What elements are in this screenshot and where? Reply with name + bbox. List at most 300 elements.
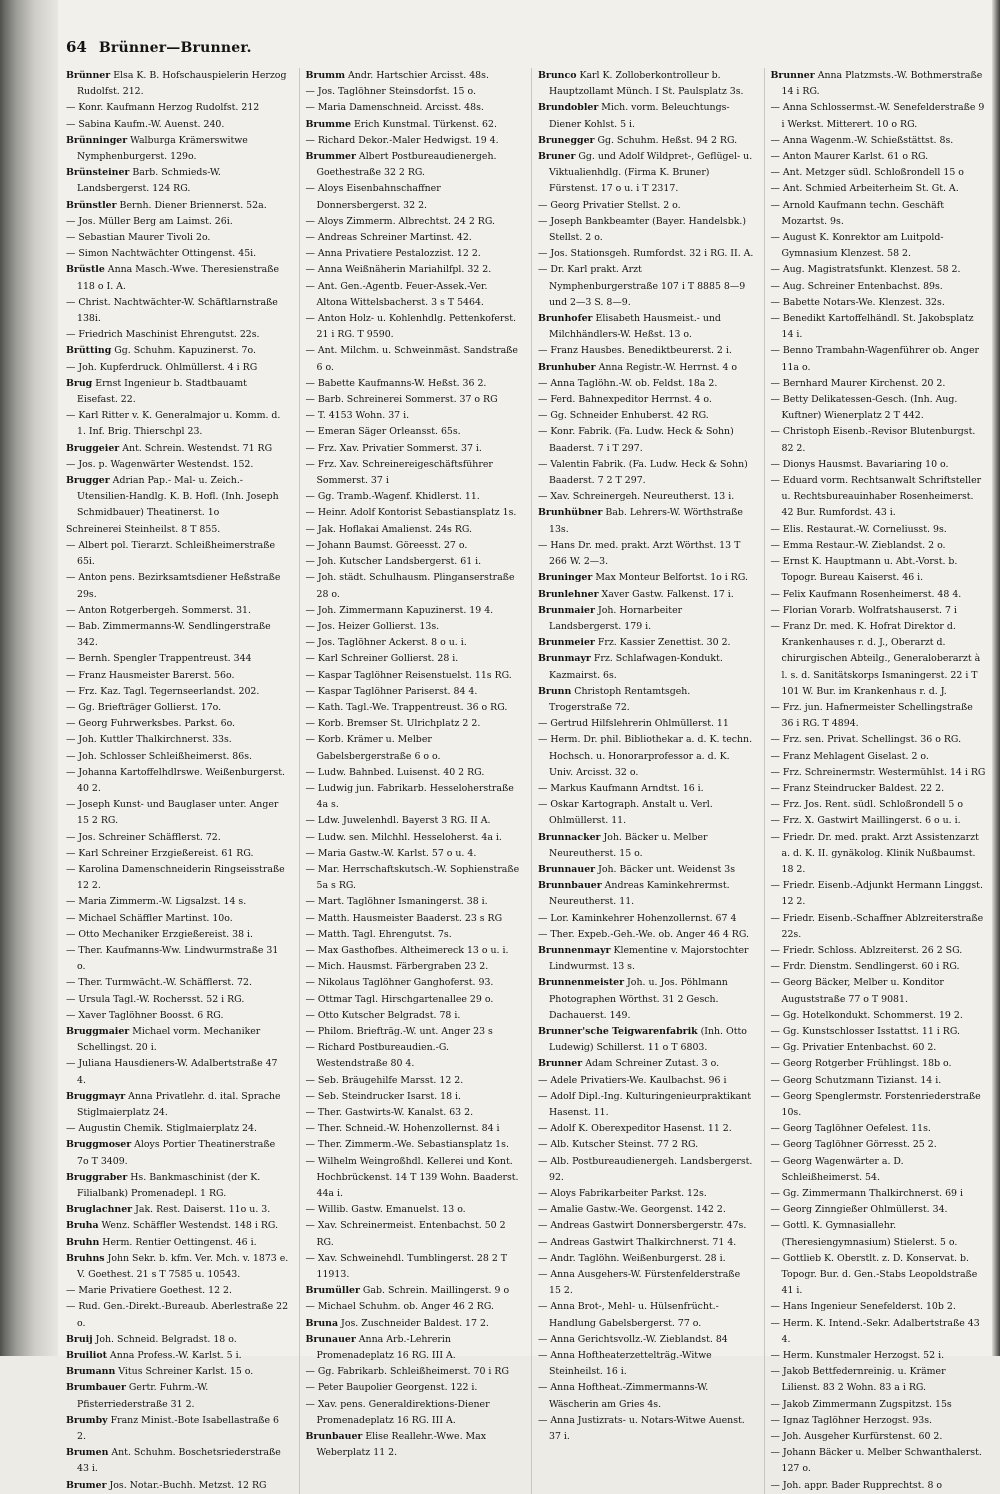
entry-text: — Korb. Krämer u. Melber Gabelsbergerstraße 6 o o.	[305, 734, 441, 762]
directory-entry	[306, 603, 522, 619]
directory-entry	[306, 1380, 522, 1396]
directory-entry	[771, 619, 987, 700]
entry-text: — Ant. Metzger südl. Schloßrondell 15 o	[770, 167, 964, 179]
entry-text: — Anna Hoftheat.-Zimmermanns-W. Wäscherin am Gries 4s.	[538, 1382, 709, 1410]
directory-entry	[306, 554, 522, 570]
directory-entry	[538, 214, 754, 246]
entry-text: — Johann Bäcker u. Melber Schwanthalerst. 127 o.	[770, 1447, 982, 1475]
entry-text: — T. 4153 Wohn. 37 i.	[305, 410, 410, 422]
directory-entry	[538, 1348, 754, 1380]
directory-entry	[66, 133, 289, 165]
directory-entry	[66, 408, 289, 440]
entry-text: — Frz. Kaz. Tagl. Tegernseerlandst. 202.	[66, 685, 260, 697]
entry-text: — Georg Fuhrwerksbes. Parkst. 6o.	[66, 718, 236, 730]
directory-entry	[306, 1008, 522, 1024]
directory-entry	[306, 246, 522, 262]
directory-entry	[771, 1445, 987, 1477]
directory-entry	[538, 587, 754, 603]
directory-entry	[538, 927, 754, 943]
entry-text: — Franz Dr. med. K. Hofrat Direktor d. Krankenhauses r. d. J., Oberarzt d. chirurgischen Abteilg., Generaloberarzt à l. s. d. Sanitätskorps Ismaningerst. 22 i T 101 W. Bur. im Krankenhaus r. d. J.	[770, 620, 981, 697]
entry-text: Adrian Pap.- Mal- u. Zeich.-Utensilien-Handlg. K. B. Hofl. (Inh. Joseph Schmidbauer) Theatinerst. 1o	[77, 475, 279, 519]
entry-text: — Gg. Hotelkondukt. Schommerst. 19 2.	[770, 1009, 963, 1021]
entry-text: Michael vorm. Mechaniker Schellingst. 20 i.	[77, 1025, 261, 1054]
directory-entry	[306, 68, 522, 84]
directory-entry	[306, 911, 522, 927]
entry-text: — Georg Privatier Stellst. 2 o.	[538, 199, 681, 211]
entry-text: — Xav. Schreinergeh. Neureutherst. 13 i.	[538, 491, 735, 503]
entry-text: — Aug. Magistratsfunkt. Klenzest. 58 2.	[770, 264, 961, 276]
directory-entry	[538, 635, 754, 651]
entry-text: Aloys Portier Theatinerstraße 7o T 3409.	[77, 1139, 276, 1167]
directory-entry	[306, 716, 522, 732]
entry-surname: Brütting	[66, 345, 112, 357]
entry-text: — Matth. Hausmeister Baaderst. 23 s RG	[305, 912, 503, 924]
entry-surname: Bruhn	[66, 1236, 100, 1248]
entry-text: Joh. Schneid. Belgradst. 18 o.	[92, 1333, 237, 1345]
entry-text: — Ursula Tagl.-W. Rochersst. 52 i RG.	[66, 993, 245, 1005]
entry-text: — Peter Baupolier Georgenst. 122 i.	[305, 1382, 478, 1394]
directory-entry	[306, 181, 522, 213]
entry-text: — Gg. Privatier Entenbachst. 60 2.	[770, 1042, 937, 1054]
directory-entry	[66, 992, 289, 1008]
directory-entry	[538, 1186, 754, 1202]
entry-surname: Brünsteiner	[66, 167, 130, 179]
entry-text: — Johanna Kartoffelhdlrswe. Weißenburgerst. 40 2.	[66, 766, 285, 794]
directory-entry	[306, 133, 522, 149]
entry-text: — Anna Weißnäherin Mariahilfpl. 32 2.	[305, 264, 492, 276]
directory-entry	[306, 1316, 522, 1332]
directory-entry	[306, 311, 522, 343]
entry-text: — Jakob Zimmermann Zugspitzst. 15s	[770, 1398, 952, 1410]
directory-entry	[771, 295, 987, 311]
entry-text: — Jos. Stationsgeh. Rumfordst. 32 i RG. II. A.	[538, 248, 754, 260]
directory-entry	[66, 376, 289, 408]
entry-text: — Karl Schreiner Gollierst. 28 i.	[305, 653, 459, 665]
directory-entry	[66, 1283, 289, 1299]
entry-text: — Karolina Damenschneiderin Ringseisstraße 12 2.	[66, 863, 285, 892]
directory-entry	[306, 149, 522, 181]
directory-entry	[771, 1218, 987, 1250]
directory-entry	[306, 1299, 522, 1315]
directory-entry	[771, 100, 987, 132]
directory-entry	[771, 1429, 987, 1445]
directory-entry	[66, 619, 289, 651]
entry-text: — Friedr. Schloss. Ablzreiterst. 26 2 SG.	[770, 944, 963, 956]
entry-text: Gg. und Adolf Wildpret-, Geflügel- u. Viktualienhdlg. (Firma K. Bruner) Fürstenst. 17 o u. i T 2317.	[549, 151, 753, 195]
directory-entry	[771, 376, 987, 392]
entry-surname: Bruggmayr	[66, 1090, 126, 1102]
directory-entry	[538, 570, 754, 586]
entry-surname: Brunner	[538, 1058, 583, 1070]
entry-text: — Frz. sen. Privat. Schellingst. 36 o RG.	[770, 734, 962, 746]
entry-surname: Brunegger	[538, 134, 595, 146]
directory-entry	[306, 1073, 522, 1089]
directory-entry	[66, 262, 289, 294]
directory-entry	[771, 1348, 987, 1364]
directory-entry	[66, 1137, 289, 1169]
entry-text: Christoph Rentamtsgeh. Trogerstraße 72.	[549, 685, 691, 713]
entry-text: — Bernh. Spengler Trappentreust. 344	[66, 653, 252, 665]
entry-surname: Brunmayr	[538, 653, 591, 665]
directory-entry	[538, 343, 754, 359]
entry-text: — Anton Holz- u. Kohlenhdlg. Pettenkoferst. 21 i RG. T 9590.	[305, 313, 516, 341]
entry-surname: Brüstle	[66, 264, 105, 276]
entry-text: Erich Kunstmal. Türkenst. 62.	[350, 118, 497, 130]
entry-text: — Ther. Gastwirts-W. Kanalst. 63 2.	[305, 1107, 474, 1118]
entry-text: — Willib. Gastw. Emanuelst. 13 o.	[305, 1204, 466, 1216]
entry-text: — Gg. Zimmermann Thalkirchnerst. 69 i	[770, 1188, 964, 1200]
entry-text: — Frz. Xav. Schreinereigeschäftsführer Sommerst. 37 i	[305, 458, 493, 487]
entry-text: — Karl Schreiner Erzgießereist. 61 RG.	[66, 847, 254, 859]
directory-entry	[306, 230, 522, 246]
entry-surname: Bruggmaier	[66, 1025, 130, 1037]
entry-text: — Joh. städt. Schulhausm. Plinganserstraße 28 o.	[305, 572, 515, 600]
entry-text: — Anna Justizrats- u. Notars-Witwe Auenst. 37 i.	[538, 1414, 745, 1443]
directory-entry	[771, 522, 987, 538]
entry-text: — Aug. Schreiner Entenbachst. 89s.	[770, 280, 943, 292]
directory-entry	[306, 1364, 522, 1380]
directory-entry	[771, 1154, 987, 1186]
directory-entry	[306, 522, 522, 538]
directory-entry	[306, 846, 522, 862]
directory-entry	[538, 1413, 754, 1445]
entry-surname: Brunauer	[305, 1333, 356, 1345]
entry-text: — Jos. Heizer Gollierst. 13s.	[305, 620, 440, 632]
directory-entry	[306, 813, 522, 829]
directory-entry	[538, 392, 754, 408]
entry-text: — Ant. Schmied Arbeiterheim St. Gt. A.	[770, 183, 959, 195]
directory-entry	[538, 246, 754, 262]
entry-surname: Brumann	[66, 1366, 116, 1378]
directory-entry	[66, 862, 289, 894]
entry-text: — Frz. Jos. Rent. südl. Schloßrondell 5 o	[770, 799, 963, 811]
directory-entry	[538, 911, 754, 927]
entry-text: — Andreas Gastwirt Donnersbergerstr. 47s.	[538, 1220, 747, 1232]
directory-entry	[66, 603, 289, 619]
entry-text: — Emeran Säger Orleansst. 65s.	[305, 426, 461, 438]
entry-text: Schreinerei Steinheilst. 8 T 855.	[66, 523, 221, 535]
entry-text: — Nikolaus Taglöhner Ganghoferst. 93.	[305, 977, 494, 989]
directory-entry	[538, 1154, 754, 1186]
directory-entry	[66, 668, 289, 684]
entry-text: Anna Arb.-Lehrerin Promenadeplatz 16 RG. III A.	[316, 1333, 456, 1362]
directory-entry	[771, 1024, 987, 1040]
entry-text: — Anton Rotgerbergeh. Sommerst. 31.	[66, 604, 251, 616]
directory-entry	[66, 295, 289, 327]
entry-surname: Brumby	[66, 1414, 108, 1426]
entry-text: — Frdr. Dienstm. Sendlingerst. 60 i RG.	[770, 961, 960, 973]
entry-text: — Georg Taglöhner Oefelest. 11s.	[770, 1123, 931, 1135]
entry-surname: Brunnacker	[538, 831, 601, 843]
directory-entry	[306, 619, 522, 635]
directory-entry	[771, 603, 987, 619]
entry-text: — Florian Vorarb. Wolfratshauserst. 7 i	[770, 604, 957, 616]
directory-entry	[771, 1073, 987, 1089]
directory-entry	[306, 424, 522, 440]
directory-entry	[538, 68, 754, 100]
entry-text: — Karl Ritter v. K. Generalmajor u. Komm. d. 1. Inf. Brig. Thierschpl 23.	[66, 410, 281, 438]
directory-entry	[538, 878, 754, 910]
directory-entry	[538, 360, 754, 376]
entry-text: — Franz Hausmeister Barerst. 56o.	[66, 669, 235, 681]
entry-surname: Brunhuber	[538, 361, 596, 373]
directory-entry	[771, 68, 987, 100]
directory-entry	[66, 570, 289, 602]
directory-entry	[66, 198, 289, 214]
directory-entry	[66, 797, 289, 829]
entry-text: — Ther. Expeb.-Geh.-We. ob. Anger 46 4 RG.	[538, 928, 749, 940]
entry-text: — Andreas Schreiner Martinst. 42.	[305, 232, 472, 244]
entry-surname: Bruhns	[66, 1252, 105, 1264]
entry-text: — Max Gasthofbes. Altheimereck 13 o u. i.	[305, 944, 509, 956]
directory-entry	[306, 1040, 522, 1072]
directory-entry	[306, 505, 522, 521]
entry-text: — Ant. Gen.-Agentb. Feuer-Assek.-Ver. Altona Wittelsbacherst. 3 s T 5464.	[305, 280, 488, 308]
entry-text: — Ther. Turmwächt.-W. Schäfflerst. 72.	[66, 977, 252, 989]
entry-text: — Sebastian Maurer Tivoli 2o.	[66, 232, 211, 244]
entry-text: — Ther. Zimmerm.-We. Sebastiansplatz 1s.	[305, 1139, 509, 1151]
entry-text: — Wilhelm Weingroßhdl. Kellerei und Kont. Hochbrückenst. 14 T 139 Wohn. Baaderst. 44a i.	[305, 1155, 519, 1200]
entry-surname: Brunner	[770, 70, 815, 81]
directory-entry	[771, 943, 987, 959]
entry-text: — Konr. Kaufmann Herzog Rudolfst. 212	[66, 102, 260, 114]
entry-text: Frz. Schlafwagen-Kondukt. Kazmairst. 6s.	[549, 653, 723, 681]
entry-text: — Alb. Postbureaudienergeh. Landsbergerst. 92.	[538, 1155, 753, 1183]
entry-text: Jos. Notar.-Buchh. Metzst. 12 RG	[106, 1479, 267, 1491]
entry-surname: Brünninger	[66, 134, 128, 146]
directory-entry	[306, 765, 522, 781]
entry-text: — Lor. Kaminkehrer Hohenzollernst. 67 4	[538, 912, 737, 924]
directory-entry	[66, 165, 289, 197]
directory-entry	[538, 1056, 754, 1072]
entry-text: — Babette Notars-We. Klenzest. 32s.	[770, 296, 945, 308]
directory-entry	[306, 830, 522, 846]
directory-entry	[306, 732, 522, 764]
entry-surname: Bruggeier	[66, 442, 120, 454]
directory-entry	[538, 1202, 754, 1218]
entry-text: — Xaver Taglöhner Boosst. 6 RG.	[66, 1009, 224, 1021]
page-number: 64	[66, 38, 87, 56]
directory-entry	[66, 1170, 289, 1202]
directory-entry	[66, 1364, 289, 1380]
directory-entry	[538, 1251, 754, 1267]
entry-text: — Xav. pens. Generaldirektions-Diener Promenadeplatz 16 RG. III A.	[305, 1398, 490, 1426]
directory-entry	[66, 1008, 289, 1024]
directory-entry	[306, 279, 522, 311]
entry-text: — Xav. Schreinermeist. Entenbachst. 50 2 RG.	[305, 1220, 506, 1248]
directory-entry	[306, 538, 522, 554]
entry-text: — Philom. Briefträg.-W. unt. Anger 23 s	[305, 1025, 493, 1037]
entry-text: — Joh. Schlosser Schleißheimerst. 86s.	[66, 750, 253, 762]
entry-surname: Bruna	[305, 1317, 339, 1329]
entry-text: — Ther. Kaufmanns-Ww. Lindwurmstraße 31 o.	[66, 944, 279, 973]
entry-text: Andreas Kaminkehrermst. Neureutherst. 11.	[549, 880, 730, 908]
entry-text: — Jos. Müller Berg am Laimst. 26i.	[66, 215, 233, 227]
directory-entry	[66, 716, 289, 732]
directory-entry	[538, 797, 754, 829]
entry-text: — Georg Zinngießer Ohlmüllerst. 34.	[770, 1204, 948, 1216]
book-spine-shadow	[0, 0, 58, 1356]
entry-text: — Otto Kutscher Belgradst. 78 i.	[305, 1009, 461, 1021]
directory-entry	[538, 149, 754, 198]
entry-text: — Jos. Schreiner Schäfflerst. 72.	[66, 831, 221, 843]
directory-entry	[538, 651, 754, 683]
directory-entry	[306, 862, 522, 894]
directory-entry	[538, 1121, 754, 1137]
entry-surname: Brug	[66, 377, 93, 389]
entry-surname: Brunmeier	[538, 637, 595, 649]
entry-text: — Bernhard Maurer Kirchenst. 20 2.	[770, 377, 946, 389]
entry-text: — Korb. Bremser St. Ulrichplatz 2 2.	[305, 718, 481, 730]
entry-text: Gg. Schuhm. Heßst. 94 2 RG.	[594, 134, 738, 146]
column-3	[531, 68, 754, 1494]
entry-text: — Gottlieb K. Oberstlt. z. D. Konservat. b. Topogr. Bur. d. Gen.-Stabs Leopoldstraße 41 i.	[770, 1252, 978, 1297]
entry-text: — Jak. Hoflakai Amalienst. 24s RG.	[305, 523, 473, 535]
entry-text: Elisabeth Hausmeist.- und Milchhändlers-W. Heßst. 13 o.	[549, 313, 721, 341]
directory-entry	[66, 327, 289, 343]
directory-entry	[771, 133, 987, 149]
directory-entry	[771, 424, 987, 456]
directory-entry	[538, 830, 754, 862]
directory-entry	[66, 246, 289, 262]
directory-entry	[306, 1121, 522, 1137]
directory-entry	[538, 943, 754, 975]
directory-entry	[538, 716, 754, 732]
directory-entry	[771, 830, 987, 879]
directory-entry	[771, 473, 987, 522]
directory-entry	[538, 732, 754, 781]
directory-entry	[771, 392, 987, 424]
directory-entry	[306, 959, 522, 975]
entry-text: Barb. Schmieds-W. Landsbergerst. 124 RG.	[77, 167, 221, 195]
entry-text: — Mar. Herrschaftskutsch.-W. Sophienstraße 5a s RG.	[305, 863, 520, 892]
entry-text: — Jos. Taglöhner Steinsdorfst. 15 o.	[305, 86, 476, 98]
entry-text: Joh. Bäcker unt. Weidenst 3s	[595, 863, 736, 875]
entry-text: — Joh. Ausgeher Kurfürstenst. 60 2.	[770, 1431, 943, 1443]
directory-entry	[771, 457, 987, 473]
entry-surname: Brünstler	[66, 199, 117, 211]
entry-surname: Brumer	[66, 1479, 107, 1491]
entry-text: Ant. Schuhm. Boschetsriederstraße 43 i.	[77, 1447, 281, 1475]
entry-text: — Jakob Bettfedernreinig. u. Krämer Lilienst. 83 2 Wohn. 83 a i RG.	[770, 1366, 946, 1394]
directory-entry	[66, 700, 289, 716]
entry-text: — Rud. Gen.-Direkt.-Bureaub. Aberlestraße 22 o.	[66, 1301, 289, 1329]
directory-entry	[771, 878, 987, 910]
entry-text: — Ottmar Tagl. Hirschgartenallee 29 o.	[305, 993, 494, 1005]
entry-text: — Mich. Hausmst. Färbergraben 23 2.	[305, 961, 489, 973]
entry-text: Elsa K. B. Hofschauspielerin Herzog Rudolfst. 212.	[77, 70, 287, 98]
directory-entry	[538, 1073, 754, 1089]
directory-entry	[66, 473, 289, 522]
entry-text: — Anna Wagenm.-W. Schießstättst. 8s.	[770, 134, 954, 146]
directory-entry	[66, 117, 289, 133]
directory-entry	[771, 538, 987, 554]
entry-text: — Heinr. Adolf Kontorist Sebastiansplatz 1s.	[305, 507, 517, 519]
entry-surname: Brunner'sche Teigwarenfabrik	[538, 1025, 698, 1037]
directory-entry	[66, 894, 289, 910]
directory-entry	[771, 732, 987, 748]
entry-text: — Barb. Schreinerei Sommerst. 37 o RG	[305, 394, 498, 406]
entry-text: — Frz. jun. Hafnermeister Schellingstraße 36 i RG. T 4894.	[770, 701, 973, 730]
entry-surname: Brumbauer	[66, 1382, 126, 1394]
directory-entry	[538, 603, 754, 635]
entry-text: — Babette Kaufmanns-W. Heßst. 36 2.	[305, 377, 487, 389]
directory-entry	[771, 198, 987, 230]
directory-entry	[538, 262, 754, 311]
entry-text: Jos. Zuschneider Baldest. 17 2.	[338, 1317, 489, 1329]
entry-text: — Frz. X. Gastwirt Maillingerst. 6 o u. i.	[770, 815, 961, 827]
directory-entry	[538, 1299, 754, 1331]
entry-text: — Anna Schlossermst.-W. Senefelderstraße 9 i Werkst. Mitterert. 10 o RG.	[770, 102, 985, 130]
directory-entry	[771, 1478, 987, 1494]
directory-entry	[66, 441, 289, 457]
entry-text: — Benno Trambahn-Wagenführer ob. Anger 11a o.	[770, 345, 980, 373]
entry-text: — Gg. Briefträger Gollierst. 17o.	[66, 701, 222, 713]
directory-entry	[306, 1251, 522, 1283]
entry-surname: Brunbauer	[305, 1431, 363, 1443]
entry-text: — Sabina Kaufm.-W. Auenst. 240.	[66, 118, 225, 130]
entry-text: — Hans Dr. med. prakt. Arzt Wörthst. 13 T 266 W. 2—3.	[538, 539, 741, 568]
directory-entry	[66, 911, 289, 927]
directory-entry	[771, 1008, 987, 1024]
entry-surname: Brunnenmayr	[538, 944, 611, 956]
directory-entry	[771, 749, 987, 765]
directory-entry	[538, 133, 754, 149]
entry-text: (Inh. Otto Ludewig) Schillerst. 11 o T 6803.	[549, 1025, 747, 1054]
directory-entry	[771, 1202, 987, 1218]
entry-text: — Xav. Schweinehdl. Tumblingerst. 28 2 T 11913.	[305, 1252, 508, 1281]
directory-entry	[538, 424, 754, 456]
entry-text: Gertr. Fuhrm.-W. Pfisterriederstraße 31 2.	[77, 1382, 209, 1410]
entry-text: — Elis. Restaurat.-W. Corneliusst. 9s.	[770, 523, 947, 535]
entry-surname: Bruninger	[538, 572, 593, 584]
entry-text: — Betty Delikatessen-Gesch. (Inh. Aug. Kuftner) Wienerplatz 2 T 442.	[770, 394, 958, 422]
directory-entry	[66, 684, 289, 700]
entry-text: — Aloys Fabrikarbeiter Parkst. 12s.	[538, 1188, 707, 1200]
directory-entry	[306, 392, 522, 408]
directory-entry	[538, 100, 754, 132]
directory-entry	[66, 1235, 289, 1251]
entry-surname: Brunco	[538, 70, 577, 81]
entry-text: — Eduard vorm. Rechtsanwalt Schriftsteller u. Rechtsbureauinhaber Rosenheimerst. 42 Bur. Rumfordst. 43 i.	[770, 475, 982, 519]
entry-surname: Brundobler	[538, 102, 599, 114]
directory-entry	[306, 376, 522, 392]
directory-entry	[538, 684, 754, 716]
directory-entry	[66, 1251, 289, 1283]
directory-entry	[66, 830, 289, 846]
entry-text: Anna Masch.-Wwe. Theresienstraße 118 o I. A.	[77, 264, 280, 292]
entry-text: Jak. Rest. Daiserst. 11o u. 3.	[132, 1204, 271, 1216]
directory-entry	[771, 1056, 987, 1072]
entry-text: — Herm. Dr. phil. Bibliothekar a. d. K. techn. Hochsch. u. Honorarprofessor a. d. K. Univ. Arcisst. 32 o.	[538, 734, 753, 778]
entry-text: — Anton Maurer Karlst. 61 o RG.	[770, 151, 929, 163]
directory-entry	[538, 1332, 754, 1348]
entry-text: — Herm. K. Intend.-Sekr. Adalbertstraße 43 4.	[770, 1317, 980, 1345]
entry-text: — Gg. Kunstschlosser Isstattst. 11 i RG.	[770, 1025, 960, 1037]
entry-text: — Georg Spenglermstr. Forstenriederstraße 10s.	[770, 1090, 981, 1118]
entry-text: Anna Platzmsts.-W. Bothmerstraße 14 i RG.	[781, 70, 983, 98]
directory-entry	[538, 862, 754, 878]
entry-text: — Andr. Taglöhn. Weißenburgerst. 28 i.	[538, 1252, 726, 1264]
entry-text: — Anna Privatiere Pestalozzist. 12 2.	[305, 248, 481, 260]
entry-surname: Bruha	[66, 1220, 99, 1232]
directory-entry	[306, 894, 522, 910]
entry-text: Albert Postbureaudienergeh. Goethestraße 32 2 RG.	[316, 151, 497, 179]
directory-entry	[306, 668, 522, 684]
directory-entry	[306, 1137, 522, 1153]
directory-entry	[66, 100, 289, 116]
entry-text: — Kaspar Taglöhner Pariserst. 84 4.	[305, 685, 478, 697]
